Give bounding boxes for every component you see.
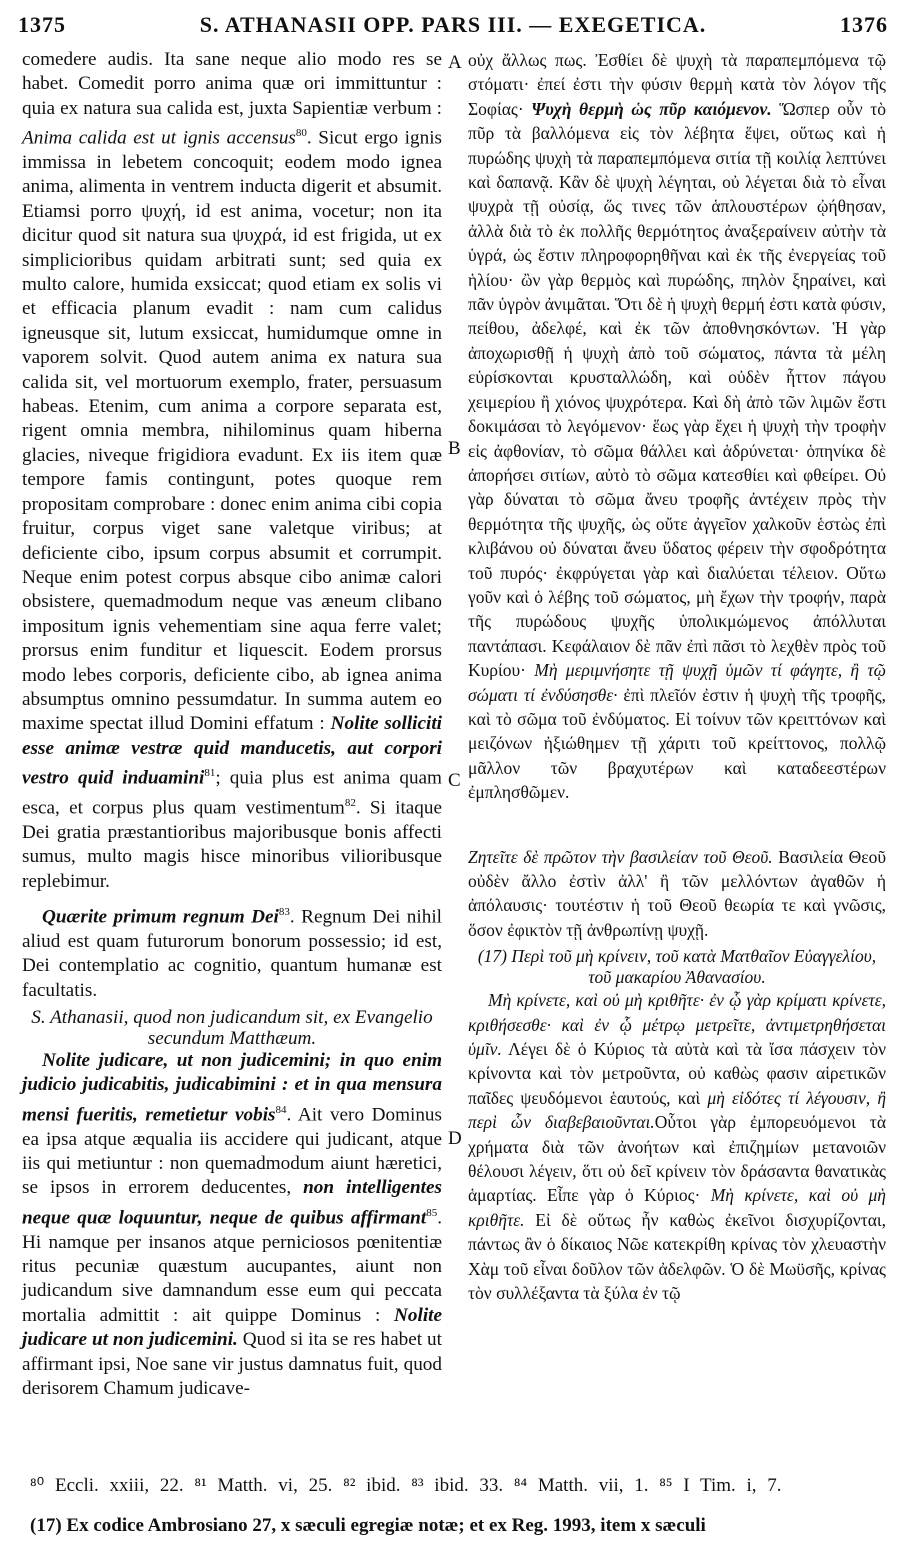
greek-quote: Μὴ κρίνετε, καὶ οὐ μὴ κριθῆτε· ἐν ᾧ γὰρ κρίματι κρίνετε, κριθήσεσθε· καὶ ἐν ᾧ μέτρῳ μετρεῖτε, ἀντιμετρηθήσεται ὑμῖν. — [468, 990, 886, 1060]
greek-column — [468, 48, 886, 1306]
latin-column — [22, 48, 442, 1401]
latin-text: ; quia plus est anima quam esca, et corpus plus quam vestimentum — [22, 767, 442, 819]
latin-quote: non intelligentes neque quæ loquuntur, neque de quibus affirmant — [22, 1177, 442, 1229]
latin-text: . Ait vero Dominus ea ipsa atque æqualia iis accidere qui judicant, atque iis qui metiuntur : non quemadmodum aiunt hæretici, se ipsos in errorem deducentes, — [22, 1104, 442, 1199]
footnote-ref: 80 — [295, 127, 307, 140]
greek-text: Βασιλεία Θεοῦ οὐδὲν ἄλλο ἐστὶν ἀλλ' ἢ τῶν μελλόντων ἀγαθῶν ἡ ἀπόλαυσις· τουτέστιν ἡ τοῦ Θεοῦ θεωρία τε καὶ γνῶσις, ὅσον ἐφικτὸν τῇ ἀνθρωπίνῃ ψυχῇ. — [468, 846, 886, 940]
latin-text: . Regnum Dei nihil aliud est quam futurorum bonorum possessio; id est, Dei contemplatio ac cognitio, quantum humanæ est facultatis. — [22, 906, 442, 1001]
greek-section-heading: (17) Περὶ τοῦ μὴ κρίνειν, τοῦ κατὰ Ματθαῖον Εὐαγγελίου, τοῦ μακαρίου Ἀθανασίου. — [477, 946, 877, 988]
greek-quote: Μὴ κρίνετε, καὶ οὐ μὴ κριθῆτε. — [468, 1185, 886, 1230]
running-title: S. ATHANASII OPP. PARS III. — EXEGETICA. — [199, 12, 707, 37]
latin-quote: Nolite solliciti esse animæ vestræ quid manducetis, aut corpori vestro quid induamini — [22, 713, 442, 789]
greek-paragraph — [468, 845, 886, 943]
latin-text: Quod si ita se res habet ut affirmant ipsi, Noe sane vir justus damnatus fuit, quod derisorem Chamum judicave- — [22, 1329, 442, 1400]
footnote-ref: 84 — [275, 1103, 287, 1116]
latin-quote: Quærite primum regnum Dei — [42, 906, 279, 928]
greek-quote: Ζητεῖτε δὲ πρῶτον τὴν βασιλείαν τοῦ Θεοῦ. — [468, 846, 773, 867]
latin-quote: Anima calida est ut ignis accensus — [22, 127, 296, 149]
margin-marker-a: A — [448, 52, 462, 73]
footnote-ref: 85 — [426, 1206, 438, 1219]
footnote-references: ⁸⁰ Eccli. xxiii, 22. ⁸¹ Matth. vi, 25. ⁸² ibid. ⁸³ ibid. 33. ⁸⁴ Matth. vii, 1. ⁸⁵ I Tim. i, 7. — [30, 1475, 782, 1496]
footnote-ref: 82 — [344, 796, 356, 809]
footnote-ref: 83 — [278, 905, 290, 918]
latin-section-heading: S. Athanasii, quod non judicandum sit, ex Evangelio secundum Matthæum. — [31, 1007, 433, 1049]
latin-paragraph — [22, 48, 442, 894]
source-note: (17) Ex codice Ambrosiano 27, x sæculi egregiæ notæ; et ex Reg. 1993, item x sæculi — [30, 1515, 706, 1536]
greek-quote: Ψυχὴ θερμὴ ὡς πῦρ καιόμενον. — [531, 98, 772, 119]
latin-text: comedere audis. Ita sane neque alio modo res se habet. Comedit porro anima quæ ori immittuntur : quia ex natura sua calida est, juxta Sapientiæ verbum : — [22, 49, 442, 119]
greek-quote: Μὴ μεριμνήσητε τῇ ψυχῇ ὑμῶν τί φάγητε, ἢ τῷ σώματι τί ἐνδύσησθε· — [468, 660, 886, 705]
page-number-right: 1376 — [840, 12, 888, 37]
greek-text: Οὗτοι γὰρ ἐμπορευόμενοι τὰ χρήματα διὰ τῶν ἀνοήτων καὶ ἐπιζημίων μετανοιῶν θέλουσι λέγειν, ὅτι οὐ δεῖ κρίνειν τὸν δράσαντα θανατικὰς ἁμαρτίας. Εἶπε γὰρ ὁ Κύριος· — [468, 1112, 886, 1206]
greek-text: ἐπὶ πλεῖόν ἐστιν ἡ ψυχὴ τῆς τροφῆς, καὶ τὸ σῶμα τοῦ ἐνδύματος. Εἰ τοίνυν τῶν κρειττόνων καὶ μειζόνων ἠξιώθημεν τῇ χάριτι τοῦ κρείττονος, πολλῷ μᾶλλον τῶν βραχυτέρων καὶ καταδεεστέρων ἐμπλησθῶμεν. — [468, 684, 887, 803]
footnotes — [30, 1466, 884, 1546]
latin-paragraph — [22, 1049, 442, 1401]
running-header — [18, 6, 888, 42]
greek-text: Λέγει δὲ ὁ Κύριος τὰ αὐτὰ καὶ τὰ ἴσα πάσχειν τὸν κρίνοντα καὶ τὸν μετροῦντα, οὐ καθὼς φασιν αἱρετικῶν παῖδες ψευδόμενοι ἑαυτούς, καὶ — [468, 1039, 886, 1108]
margin-marker-d: D — [448, 1128, 462, 1149]
page-number-left: 1375 — [18, 12, 66, 37]
greek-paragraph — [468, 48, 886, 805]
latin-quote: Nolite judicare ut non judicemini. — [22, 1304, 442, 1351]
greek-paragraph — [468, 988, 886, 1305]
margin-marker-c: C — [448, 770, 461, 791]
latin-text: . Hi namque per insanos atque perniciosos pœnitentiæ ritus pecuniæ quæstum aucupantes, aiunt non judicandum sive damnandum esse eum qui peccata mortalia admittit : ait quippe Dominus : — [22, 1207, 442, 1326]
latin-quote: Nolite judicare, ut non judicemini; in quo enim judicio judicabitis, judicabimini : et in qua mensura mensi fueritis, remetietur vobis — [22, 1050, 442, 1126]
latin-paragraph — [22, 900, 442, 1003]
greek-text: οὐχ ἄλλως πως. Ἐσθίει δὲ ψυχὴ τὰ παραπεμπόμενα τῷ στόματι· ἐπεί ἐστι τὴν φύσιν θερμὴ κατὰ τὸν λόγον τῆς Σοφίας· — [468, 50, 886, 119]
latin-text: . Si itaque Dei gratia præstantioribus majoribusque bonis affecti sumus, multo magis hisce minoribus vilioribusque replebimur. — [22, 797, 442, 892]
footnote-ref: 81 — [204, 767, 216, 780]
greek-quote: μὴ εἰδότες τί λέγουσιν, ἢ περὶ ὧν διαβεβαιοῦνται. — [468, 1087, 886, 1133]
greek-text: Εἰ δὲ οὕτως ἦν καθὼς ἐκεῖνοι δισχυρίζονται, πάντως ἂν ὁ δίκαιος Νῶε κατεκρίθη κρίνας τὸν χλευαστὴν Χὰμ τοῦ εἶναι δοῦλον τῶν ἀδελφῶν. Ὁ δὲ Μωϋσῆς, κρίνας τὸν συλλέξαντα τὰ ξύλα ἐν τῷ — [468, 1209, 886, 1304]
margin-marker-b: B — [448, 438, 461, 459]
greek-text: Ὥσπερ οὖν τὸ πῦρ τὰ βαλλόμενα εἰς τὸν λέβητα ἕψει, οὕτως καὶ ἡ πυρώδης ψυχὴ τὰ παραπεμπόμενα σιτία τῇ κοιλίᾳ λεπτύνει καὶ δαπανᾷ. Κἂν δὲ ψυχὴ λέγηται, οὐ λέγεται διὰ τὸ εἶναι ψυχρὰ τῇ οὐσίᾳ, ὥς τινες τῶν ἁπλουστέρων ᾠήθησαν, ἀλλὰ διὰ τὸ ἐκ πολλῆς θερμότητος ἀναξεραίνειν αὐτὴν τὰ ὑγρά, ὡς ἔστιν πληροφορηθῆναι καὶ ἐκ τῆς ἐνεργείας τοῦ ἡλίου· ὢν γὰρ θερμὸς καὶ πυρώδης, πηλὸν ξηραίνει, καὶ πᾶν ὑγρὸν ἀνιμᾶται. Ὅτι δὲ ἡ ψυχὴ θερμή ἐστι κατὰ φύσιν, πείθου, ἀδελφέ, καὶ ἐκ τῶν ἀποθνησκόντων. Ἡ γὰρ ἀποχωρισθῇ ἡ ψυχὴ ἀπὸ τοῦ σώματος, πάντα τὰ μέλη εὑρίσκονται κρυσταλλώδη, καὶ οὐδὲν ἧττον πάγου χειμερίου ἢ χιόνος ψυχρότερα. Καὶ δὴ ἀπὸ τῶν λιμῶν ἔστι δοκιμάσαι τὸ λεγόμενον· ἕως γὰρ ἔχει ἡ ψυχὴ τὴν τροφὴν εἰς ἀφθονίαν, τὸ σῶμα θάλλει καὶ ἁδρύνεται· ὁπηνίκα δὲ ἀπορήσει σιτίων, αὐτὸ τὸ σῶμα κατεσθίει καὶ φθείρει. Οὐ γὰρ δύναται τὸ σῶμα ἄνευ τροφῆς ἀντέχειν πρὸς τὴν θερμότητα τῆς ψυχῆς, ὡς οὔτε ἀγγεῖον χαλκοῦν ἑστὼς ἐπὶ κλιβάνου οὐ δύναται ἄνευ ὕδατος φέρειν τὴν σφοδρότητα τοῦ πυρός· ἐκφρύγεται γὰρ καὶ διαλύεται τέλειον. Οὕτω γοῦν καὶ ὁ λέβης τοῦ σώματος, μὴ ἔχων τὴν τροφήν, παρὰ τῆς πυρώδους ψυχῆς ὑπολικμώμενος ἀπόλλυται παντάπασι. Κεφάλαιον δὲ πᾶν ἐπὶ πᾶσι τὸ λεχθὲν πρὸς τοῦ Κυρίου· — [468, 98, 886, 681]
latin-text: . Sicut ergo ignis immissa in lebetem concoquit; eodem modo ignea anima, alimenta in ventrem inducta digerit et absumit. Etiamsi porro ψυχή, id est anima, vocetur; non ita dicitur quod sit natura sua ψυχρά, id est frigida, ut ex simplicioribus quidam arbitrati sunt; sed quia ex multo calore, humida exsiccat; quod etiam ex solis vi et efficacia planum evadit : nam cum calidus igneusque sit, lutum exsiccat, humidumque omne in vaporem solvit. Quod autem anima ex natura sua calida sit, vel mortuorum exemplo, frater, persuasum habeas. Etenim, cum anima a corpore separata est, rigent omnia membra, nihilominus quam hiberna glacies, niveque frigidiora evadunt. Ex iis item quæ tempore famis contingunt, potes quoque rem propositam comprobare : donec enim anima cibi copia fruitur, corpus viget sane valetque viribus; at deficiente cibo, ipsum corpus absumit et corrumpit. Neque enim potest corpus absque cibo animæ calori obsistere, quemadmodum neque vas æneum clibano impositum ignis vehementiam sine aqua ferre valet; prorsus enim funditur et liquescit. Eodem prorsus modo lebes corporis, deficiente cibo, ab ignea anima absumptus omnino pessumdatur. In summa autem eo maxime spectat illud Domini effatum : — [22, 127, 442, 735]
